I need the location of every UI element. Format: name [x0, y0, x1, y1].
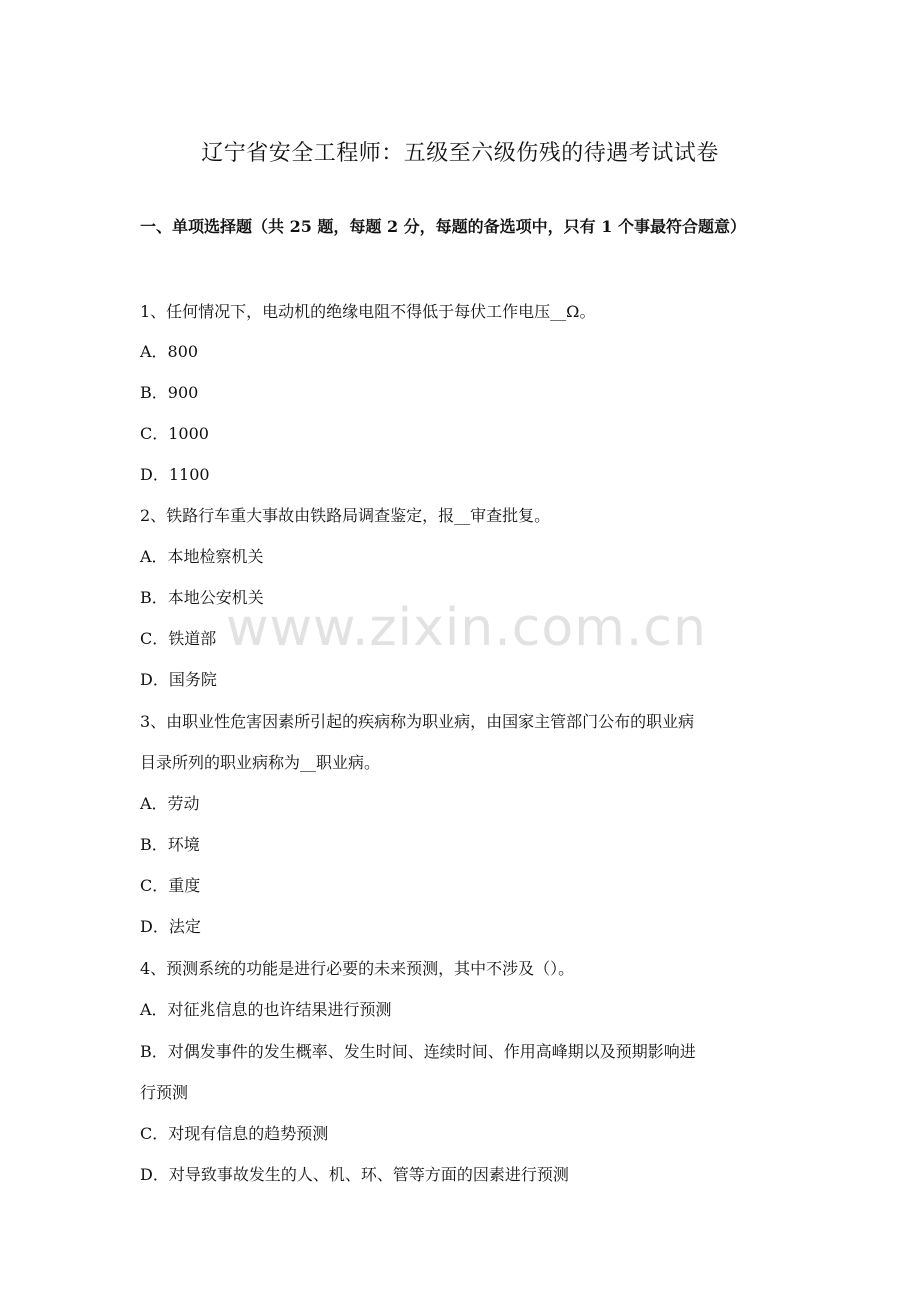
question-3-stem-line-2: 目录所列的职业病称为__职业病。 — [140, 753, 381, 772]
question-1-option-d: D．1100 — [140, 465, 210, 484]
question-4-option-a: A．对征兆信息的也许结果进行预测 — [140, 1000, 392, 1019]
question-3-option-d: D．法定 — [140, 917, 201, 936]
question-4-option-c: C．对现有信息的趋势预测 — [140, 1124, 329, 1143]
question-3-option-c: C．重度 — [140, 876, 201, 895]
question-4-option-b-line-2: 行预测 — [140, 1083, 189, 1102]
question-3-option-b: B．环境 — [140, 835, 200, 854]
question-2-option-c: C．铁道部 — [140, 629, 217, 648]
watermark: www.zixin.com.cn — [226, 598, 707, 658]
question-1-option-c: C．1000 — [140, 424, 209, 443]
question-4-stem: 4、预测系统的功能是进行必要的未来预测，其中不涉及（）。 — [140, 959, 575, 978]
question-2-option-d: D．国务院 — [140, 670, 217, 689]
question-2-option-a: A．本地检察机关 — [140, 547, 264, 566]
question-2-option-b: B．本地公安机关 — [140, 588, 264, 607]
question-1-option-a: A．800 — [140, 342, 199, 361]
question-3-option-a: A．劳动 — [140, 794, 200, 813]
question-2-stem: 2、铁路行车重大事故由铁路局调查鉴定，报__审查批复。 — [140, 506, 551, 525]
section-heading: 一、单项选择题（共 25 题，每题 2 分，每题的备选项中，只有 1 个事最符合题意） — [140, 217, 746, 236]
question-4-option-d: D．对导致事故发生的人、机、环、管等方面的因素进行预测 — [140, 1165, 569, 1184]
question-1-option-b: B．900 — [140, 383, 199, 402]
question-3-stem-line-1: 3、由职业性危害因素所引起的疾病称为职业病，由国家主管部门公布的职业病 — [140, 712, 695, 731]
question-4-option-b-line-1: B．对偶发事件的发生概率、发生时间、连续时间、作用高峰期以及预期影响进 — [140, 1042, 696, 1061]
page-title: 辽宁省安全工程师：五级至六级伤残的待遇考试试卷 — [201, 141, 719, 166]
question-1-stem: 1、任何情况下，电动机的绝缘电阻不得低于每伏工作电压__Ω。 — [140, 302, 596, 321]
